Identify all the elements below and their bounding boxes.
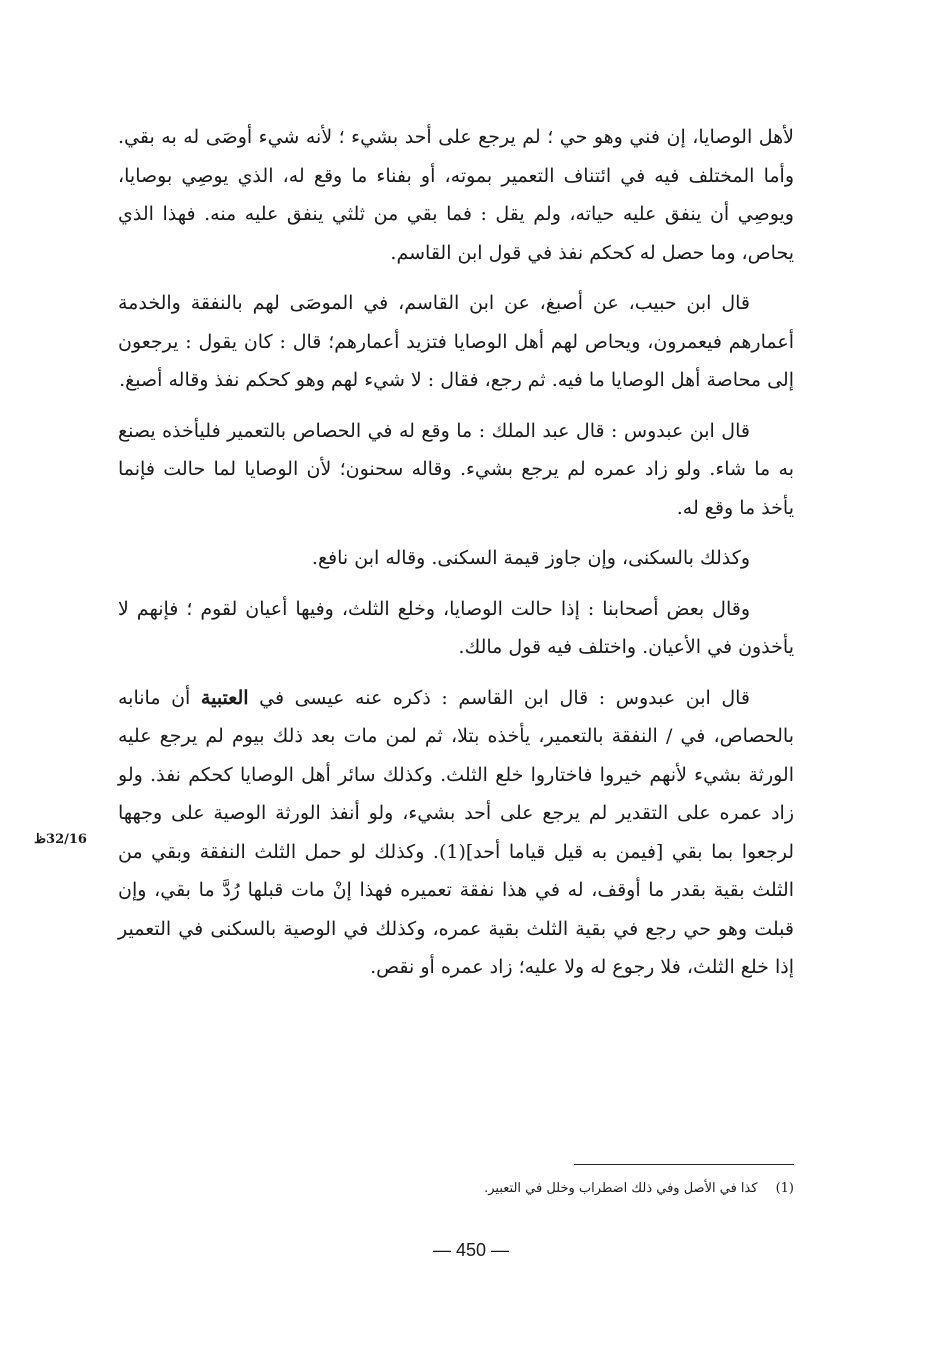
paragraph-3: قال ابن عبدوس : قال عبد الملك : ما وقع له في الحصاص بالتعمير فليأخذه يصنع به ما شاء. ولو زاد عمره لم يرجع بشيء. وقاله سحنون؛ لأن الوصايا لما حالت فإنما يأخذ ما وقع له. [118, 419, 794, 519]
paragraph-1: لأهل الوصايا، إن فني وهو حي ؛ لم يرجع على أحد بشيء ؛ لأنه شيء أوصَى له به بقي. وأما المختلف فيه في ائتناف التعمير بموته، أو بفناء ما وقع له، الذي يوصِي بوصايا، ويوصِي أن ينفق عليه حياته، ولم يقل : فما بقي من ثلثي ينفق عليه منه. فهذا الذي يحاص، وما حصل له كحكم نفذ في قول ابن القاسم. [118, 126, 794, 264]
book-title-atabiyya: العتبية [200, 686, 249, 709]
paragraph-6 [118, 679, 794, 987]
paragraph-2: قال ابن حبيب، عن أصبغ، عن ابن القاسم، في الموصَى لهم بالنفقة والخدمة أعمارهم فيعمرون، ويحاص لهم أهل الوصايا فتزيد أعمارهم؛ قال : كان يقول : يرجعون إلى محاصة أهل الوصايا ما فيه. ثم رجع، فقال : لا شيء لهم وهو كحكم نفذ وقاله أصبغ. [118, 292, 794, 391]
footnote [300, 1176, 794, 1202]
paragraph-5: وقال بعض أصحابنا : إذا حالت الوصايا، وخلع الثلث، وفيها أعيان لقوم ؛ فإنهم لا يأخذون في الأعيان. واختلف فيه قول مالك. [118, 597, 794, 658]
manuscript-folio-reference: 32/16ظ [34, 832, 87, 847]
page-number: — 450 — [432, 1240, 510, 1260]
paragraph-4: وكذلك بالسكنى، وإن جاوز قيمة السكنى. وقاله ابن نافع. [311, 547, 750, 569]
footnote-number: (1) [775, 1181, 794, 1196]
footnote-text: كذا في الأصل وفي ذلك اضطراب وخلل في التعبير. [484, 1181, 758, 1196]
footnote-divider [574, 1164, 794, 1165]
paragraph-6-after: أن مانابه بالحصاص، في / النفقة بالتعمير، يأخذه بتلا، ثم لمن مات بعد ذلك بيوم لم يرجع عليه الورثة بشيء لأنهم خيروا فاختاروا خلع الثلث. وكذلك سائر أهل الوصايا كحكم نفذ. ولو زاد عمره على التقدير لم يرجع على أحد بشيء، ولو أنفذ الورثة الوصية على وجهها لرجعوا بما بقي [فيمن به قيل قياما أحد](1). وكذلك لو حمل الثلث النفقة وبقي من الثلث بقية بقدر ما أوقف، له في هذا نفقة تعميره فهذا إنْ مات قبلها رُدَّ ما بقي، وإن قبلت وهو حي رجع في بقية الثلث بقية عمره، وكذلك في الوصية بالسكنى في التعمير إذا خلع الثلث، فلا رجوع له ولا عليه؛ زاد عمره أو نقص. [118, 686, 794, 978]
paragraph-6-before: قال ابن عبدوس : قال ابن القاسم : ذكره عنه عيسى في [259, 686, 751, 709]
page-body [118, 118, 794, 999]
